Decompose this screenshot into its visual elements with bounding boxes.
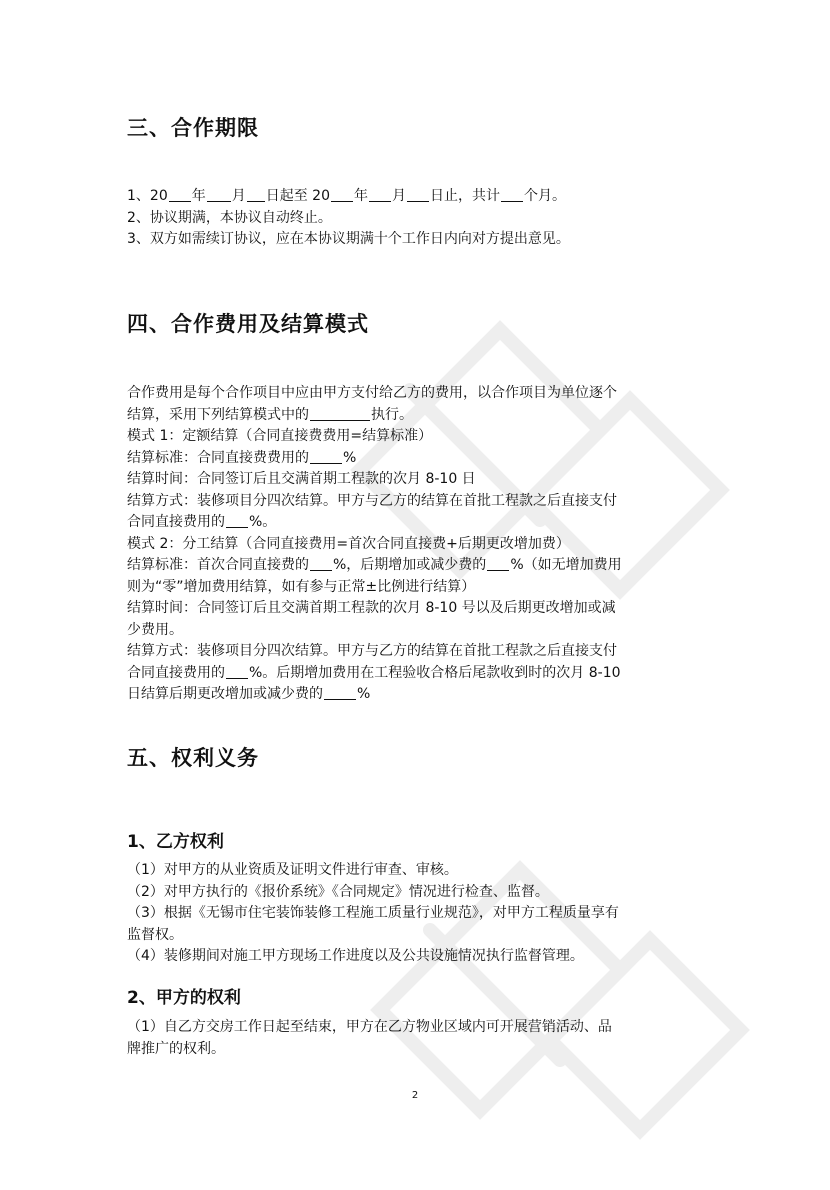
term-line-1: 1、20 年 月 日起至 20 年 月 日止，共计 个月。 [127,188,566,204]
term-line-2: 2、协议期满，本协议自动终止。 [127,209,332,226]
mode2-time-2: 少费用。 [127,621,183,638]
mode1-time: 结算时间：合同签订后且交满首期工程款的次月 8-10 日 [127,471,476,487]
mode2-way-1: 结算方式：装修项目分四次结算。甲方与乙方的结算在首批工程款之后直接支付 [127,643,617,659]
intro-line-2: 结算，采用下列结算模式中的 执行。 [127,406,413,423]
mode2-title: 模式 2：分工结算（合同直接费用=首次合同直接费+后期更改增加费） [127,535,570,552]
intro-line-1: 合作费用是每个合作项目中应由甲方支付给乙方的费用，以合作项目为单位逐个 [127,385,617,401]
section5-title: 五、权利义务 [127,746,259,770]
mode2-way-3: 日结算后期更改增加或减少费的 % [127,686,371,702]
section5-body-1 [127,860,717,968]
page-number: 2 [411,1090,419,1101]
mode1-standard: 结算标准：合同直接费费用的 % [127,449,357,466]
mode1-way-1: 结算方式：装修项目分四次结算。甲方与乙方的结算在首批工程款之后直接支付 [127,492,617,509]
right-item-3a: （3）根据《无锡市住宅装饰装修工程施工质量行业规范》，对甲方工程质量享有 [127,905,619,921]
right-item-4: （4）装修期间对施工甲方现场工作进度以及公共设施情况执行监督管理。 [127,948,584,964]
right-item-1: （1）对甲方的从业资质及证明文件进行审查、审核。 [127,862,458,878]
section4-body [127,383,717,706]
mode2-standard-2: 则为“零”增加费用结算，如有参与正常±比例进行结算） [127,578,476,595]
mode2-standard-1: 结算标准：首次合同直接费的 %，后期增加或减少费的 %（如无增加费用 [127,557,622,573]
section3-title: 三、合作期限 [127,116,259,140]
mode1-way-2: 合同直接费用的 %。 [127,514,277,530]
section5-body-2 [127,1017,717,1060]
right-item-3b: 监督权。 [127,926,183,943]
mode2-time-1: 结算时间：合同签订后且交满首期工程款的次月 8-10 号以及后期更改增加或减 [127,600,616,616]
mode1-title: 模式 1：定额结算（合同直接费费用=结算标准） [127,428,433,444]
section5-sub1: 1、乙方权利 [127,832,224,852]
section5-sub2: 2、甲方的权利 [127,988,241,1008]
right-item-2: （2）对甲方执行的《报价系统》《合同规定》情况进行检查、监督。 [127,883,549,900]
section4-title: 四、合作费用及结算模式 [127,312,369,336]
mode2-way-2: 合同直接费用的 %。后期增加费用在工程验收合格后尾款收到时的次月 8-10 [127,664,621,681]
term-line-3: 3、双方如需续订协议，应在本协议期满十个工作日内向对方提出意见。 [127,231,570,247]
partyA-right-1b: 牌推广的权利。 [127,1040,225,1057]
section3-body [127,186,717,251]
partyA-right-1a: （1）自乙方交房工作日起至结束，甲方在乙方物业区域内可开展营销活动、品 [127,1019,612,1035]
